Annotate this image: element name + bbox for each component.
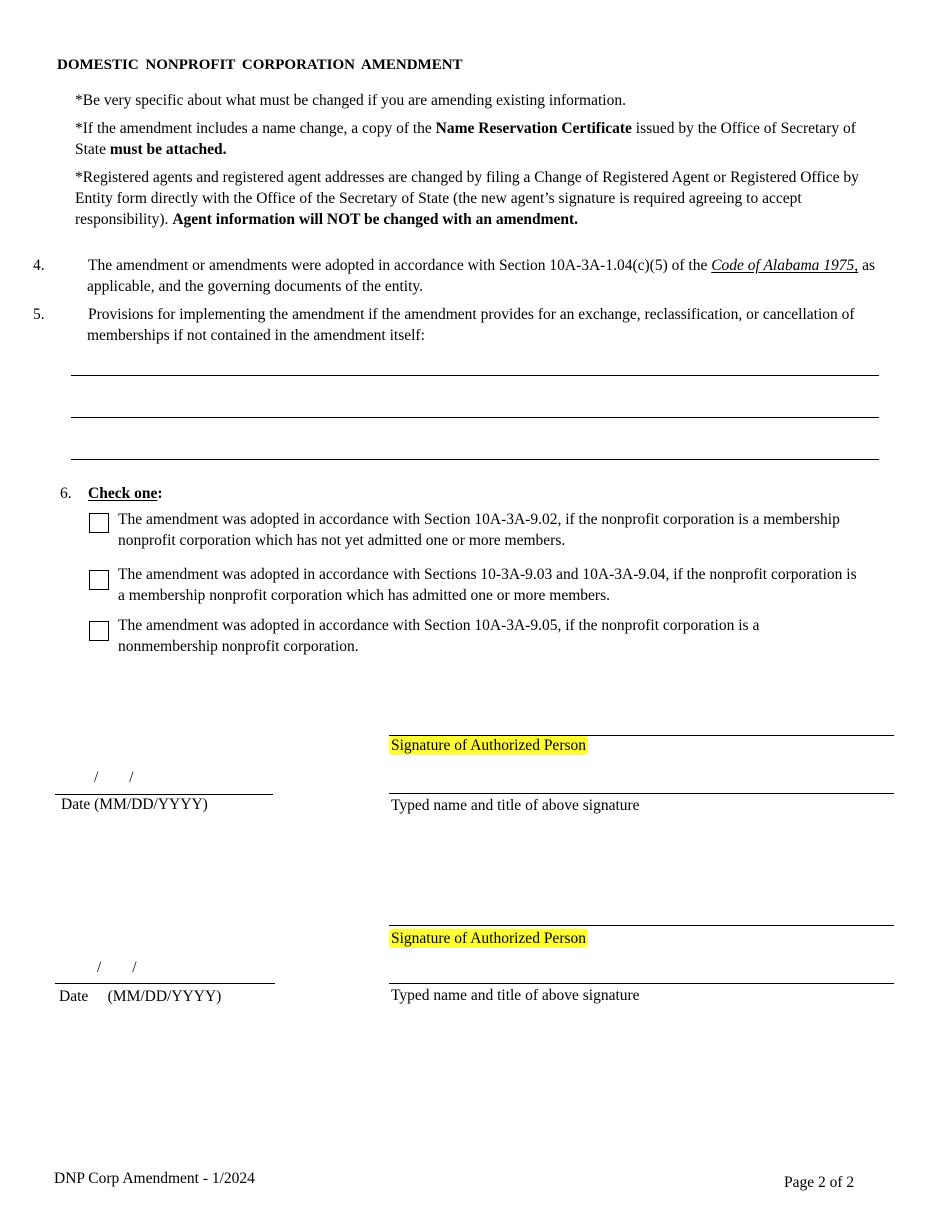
- typed-name-line-2[interactable]: [389, 983, 894, 984]
- name-reservation-certificate: Name Reservation Certificate: [435, 120, 632, 137]
- instruction-note-3: *Registered agents and registered agent addresses are changed by filing a Change of Registered Agent or Registered Office by Entity form directly with the Office of the Secretary of State (the new agent’s signature is required agreeing to accept responsibility). Agent information will NOT be changed with an amendment.: [75, 169, 859, 228]
- instruction-note-1: *Be very specific about what must be changed if you are amending existing information.: [75, 92, 626, 109]
- check-one-label: Check one: [88, 485, 158, 502]
- option-1-text: The amendment was adopted in accordance with Section 10A-3A-9.02, if the nonprofit corporation is a membership nonprofit corporation which has not yet admitted one or more members.: [118, 511, 840, 549]
- footer-page-number: Page 2 of 2: [784, 1174, 855, 1191]
- provisions-line-3[interactable]: [71, 459, 879, 460]
- option-1-checkbox[interactable]: [89, 513, 109, 533]
- option-2-checkbox[interactable]: [89, 570, 109, 590]
- provisions-line-1[interactable]: [71, 375, 879, 376]
- typed-name-label-1: Typed name and title of above signature: [391, 797, 640, 814]
- code-of-alabama-reference: Code of Alabama 1975,: [711, 257, 859, 274]
- item-5: 5. Provisions for implementing the amendment if the amendment provides for an exchange, reclassification, or cancellation of memberships if not contained in the amendment itself:: [33, 306, 855, 344]
- signature-line-2[interactable]: [389, 925, 894, 926]
- signature-label-2: Signature of Authorized Person: [391, 930, 587, 947]
- date-slashes-1: / /: [94, 769, 134, 786]
- item-6-heading: 6. Check one:: [60, 485, 163, 502]
- date-slashes-2: / /: [97, 959, 137, 976]
- date-label-2: Date (MM/DD/YYYY): [59, 988, 222, 1005]
- typed-name-label-2: Typed name and title of above signature: [391, 987, 640, 1004]
- date-line-1[interactable]: [55, 794, 273, 795]
- date-line-2[interactable]: [55, 983, 275, 984]
- provisions-line-2[interactable]: [71, 417, 879, 418]
- item-4: 4. The amendment or amendments were adopted in accordance with Section 10A-3A-1.04(c)(5) of the Code of Alabama 1975, as applicable, and the governing documents of the entity.: [33, 257, 875, 295]
- option-2-text: The amendment was adopted in accordance with Sections 10-3A-9.03 and 10A-3A-9.04, if the nonprofit corporation is a membership nonprofit corporation which has admitted one or more members.: [118, 566, 857, 604]
- page-title: DOMESTIC NONPROFIT CORPORATION AMENDMENT: [57, 57, 463, 73]
- option-3-text: The amendment was adopted in accordance with Section 10A-3A-9.05, if the nonprofit corporation is a nonmembership nonprofit corporation.: [118, 617, 760, 655]
- date-label-1: Date (MM/DD/YYYY): [61, 796, 208, 813]
- option-3-checkbox[interactable]: [89, 621, 109, 641]
- signature-label-1: Signature of Authorized Person: [391, 737, 587, 754]
- footer-form-id: DNP Corp Amendment - 1/2024: [54, 1170, 255, 1187]
- instruction-note-2: *If the amendment includes a name change, a copy of the Name Reservation Certificate issued by the Office of Secretary of State must be attached.: [75, 120, 856, 158]
- typed-name-line-1[interactable]: [389, 793, 894, 794]
